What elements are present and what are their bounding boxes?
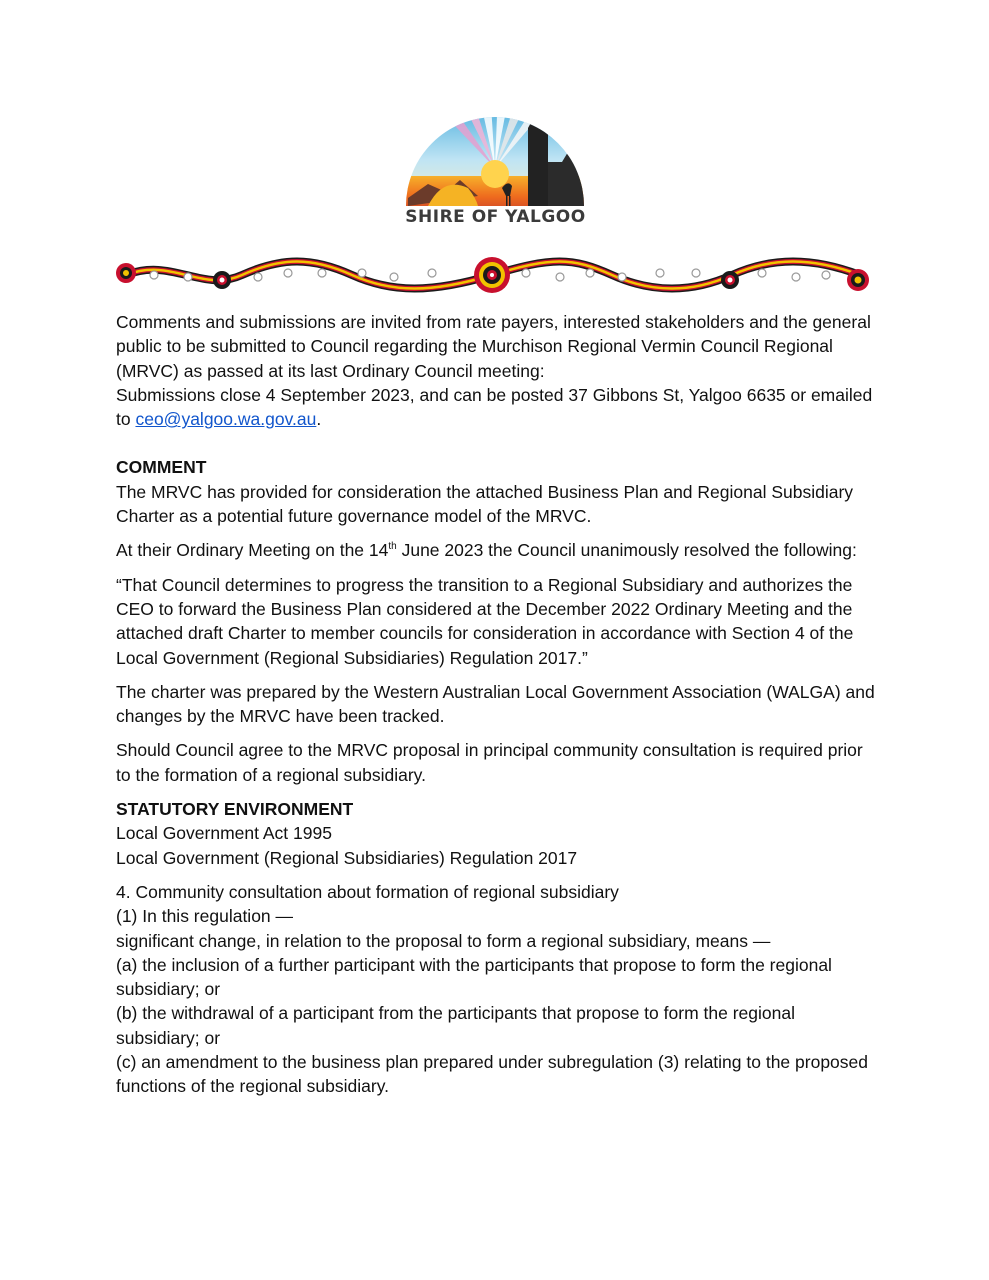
submission-end: . <box>316 409 322 430</box>
regulation-title: 4. Community consultation about formation of regional subsidiary <box>116 881 619 902</box>
statutory-heading: STATUTORY ENVIRONMENT <box>116 799 354 820</box>
regulation-line-1: (1) In this regulation — <box>116 906 294 927</box>
statutory-act: Local Government Act 1995 <box>116 823 332 844</box>
meeting-text-end: June 2023 the Council unanimously resolved the following: <box>396 540 857 561</box>
submission-text: Submissions close 4 September 2023, and can be posted 37 Gibbons St, Yalgoo 6635 or emailed to <box>116 384 873 430</box>
regulation-item-c: (c) an amendment to the business plan prepared under subregulation (3) relating to the proposed functions of the regional subsidiary. <box>116 1052 868 1097</box>
regulation-item-a: (a) the inclusion of a further participant with the participants that propose to form the regional subsidiary; or <box>116 954 832 1000</box>
comment-paragraph-1: The MRVC has provided for consideration the attached Business Plan and Regional Subsidiary Charter as a potential future governance model of the MRVC. <box>116 481 854 527</box>
meeting-text: At their Ordinary Meeting on the 14 <box>116 540 389 561</box>
comment-heading: COMMENT <box>116 457 207 478</box>
intro-paragraph: Comments and submissions are invited from rate payers, interested stakeholders and the general public to be submitted to Council regarding the Murchison Regional Vermin Council Regional (MRVC) as passed at its last Ordinary Council meeting: <box>116 312 871 381</box>
regulation-line-2: significant change, in relation to the proposal to form a regional subsidiary, means — <box>116 930 771 951</box>
statutory-regulation: Local Government (Regional Subsidiaries) Regulation 2017 <box>116 847 578 868</box>
submission-paragraph <box>116 383 876 432</box>
comment-paragraph-5: Should Council agree to the MRVC proposal in principal community consultation is required prior to the formation of a regional subsidiary. <box>116 740 863 785</box>
ordinal-suffix: th <box>388 541 397 553</box>
email-link[interactable]: ceo@yalgoo.wa.gov.au <box>135 409 317 430</box>
comment-paragraph-4: The charter was prepared by the Western Australian Local Government Association (WALGA) and changes by the MRVC have been tracked. <box>116 681 875 727</box>
comment-paragraph-2 <box>116 538 876 562</box>
shire-of-yalgoo-logo <box>398 88 593 218</box>
regulation-item-b: (b) the withdrawal of a participant from the participants that propose to form the regional subsidiary; or <box>116 1003 795 1048</box>
resolution-quote: “That Council determines to progress the transition to a Regional Subsidiary and authorizes the CEO to forward the Business Plan considered at the December 2022 Ordinary Meeting and the attached draft Charter to member councils for consideration in accordance with Section 4 of the Local Government (Regional Subsidiaries) Regulation 2017.” <box>116 574 854 668</box>
aboriginal-dot-wave-divider-icon <box>112 252 874 298</box>
document-body <box>116 310 876 1099</box>
logo-title: SHIRE OF YALGOO <box>405 207 586 227</box>
